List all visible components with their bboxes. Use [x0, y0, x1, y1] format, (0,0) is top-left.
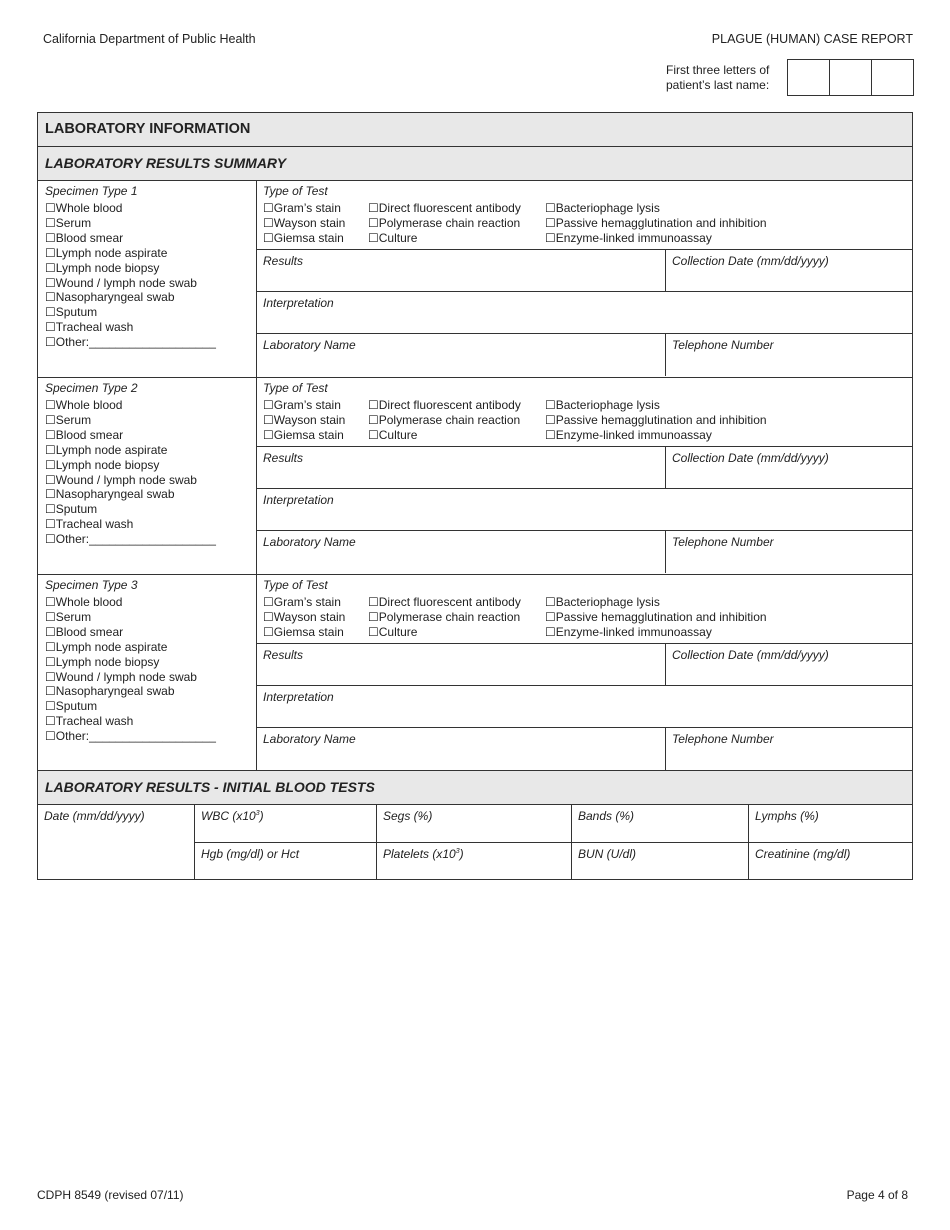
test-type-checkbox[interactable]: ☐Polymerase chain reaction — [368, 215, 521, 230]
wbc-exponent: 3 — [255, 810, 260, 817]
telephone-field[interactable] — [666, 334, 912, 376]
test-type-checkbox[interactable]: ☐Bacteriophage lysis — [545, 595, 660, 609]
results-field[interactable] — [257, 250, 666, 291]
specimen-option-checkbox[interactable]: ☐Lymph node aspirate — [45, 245, 168, 260]
interpretation-field[interactable] — [257, 489, 912, 531]
specimen-option-checkbox[interactable]: ☐Wound / lymph node swab — [45, 472, 197, 487]
test-type-checkbox[interactable]: ☐Direct fluorescent antibody — [368, 201, 521, 215]
test-type-checkbox[interactable]: ☐Passive hemagglutination and inhibition — [545, 412, 767, 427]
results-label: Results — [263, 451, 304, 465]
test-type-checkbox[interactable]: ☐Culture — [368, 230, 418, 245]
specimen-type-title: Specimen Type 2 — [45, 381, 138, 395]
bun-field[interactable] — [572, 843, 749, 880]
type-of-test-label: Type of Test — [263, 381, 328, 395]
specimen-block — [38, 575, 912, 771]
test-type-checkbox[interactable]: ☐Gram’s stain — [263, 398, 341, 412]
wbc-paren: ) — [259, 809, 264, 823]
blood-tests-title: LABORATORY RESULTS - INITIAL BLOOD TESTS — [38, 771, 912, 805]
telephone-field[interactable] — [666, 728, 912, 770]
specimen-block — [38, 378, 912, 575]
specimen-option-checkbox[interactable]: ☐Sputum — [45, 699, 98, 714]
form-title: PLAGUE (HUMAN) CASE REPORT — [711, 32, 913, 46]
specimen-details — [257, 378, 912, 574]
laboratory-name-field[interactable] — [257, 334, 666, 376]
platelets-label: Platelets (x10 — [383, 846, 456, 861]
test-type-checkbox[interactable]: ☐Direct fluorescent antibody — [368, 398, 521, 412]
specimen-option-checkbox[interactable]: ☐Wound / lymph node swab — [45, 275, 197, 290]
specimen-option-checkbox[interactable]: ☐Serum — [45, 412, 92, 427]
specimen-option-checkbox[interactable]: ☐Lymph node aspirate — [45, 442, 168, 457]
test-type-checkbox[interactable]: ☐Enzyme-linked immunoassay — [545, 230, 712, 245]
test-type-checkbox[interactable]: ☐Wayson stain — [263, 215, 346, 230]
specimen-option-checkbox[interactable]: ☐Nasopharyngeal swab — [45, 290, 175, 305]
test-type-column — [545, 201, 767, 246]
hgb-field[interactable] — [195, 843, 377, 880]
laboratory-name-label: Laboratory Name — [263, 732, 356, 746]
type-of-test-section — [257, 181, 912, 250]
initials-label-line1: First three letters of — [666, 63, 770, 77]
wbc-label: WBC (x10 — [201, 809, 256, 823]
bands-field[interactable] — [572, 805, 749, 842]
bun-label: BUN (U/dl) — [578, 846, 637, 861]
test-type-column — [263, 201, 368, 246]
test-type-column — [545, 398, 767, 443]
specimen-details — [257, 181, 912, 377]
test-type-checkbox[interactable]: ☐Bacteriophage lysis — [545, 201, 660, 215]
collection-date-field[interactable] — [666, 447, 912, 488]
test-type-checkbox[interactable]: ☐Wayson stain — [263, 609, 346, 624]
initial-letter-3-field[interactable] — [871, 59, 914, 96]
results-field[interactable] — [257, 644, 666, 685]
laboratory-information-table — [37, 112, 913, 880]
test-type-checkbox[interactable]: ☐Enzyme-linked immunoassay — [545, 427, 712, 442]
laboratory-name-label: Laboratory Name — [263, 535, 356, 549]
interpretation-label: Interpretation — [263, 296, 334, 310]
results-field[interactable] — [257, 447, 666, 488]
test-type-column — [263, 595, 368, 640]
test-type-checkbox[interactable]: ☐Direct fluorescent antibody — [368, 595, 521, 609]
interpretation-label: Interpretation — [263, 493, 334, 507]
test-type-column — [368, 201, 545, 246]
specimen-type-list — [38, 378, 257, 574]
test-type-checkbox[interactable]: ☐Giemsa stain — [263, 624, 344, 639]
specimen-option-checkbox[interactable]: ☐Tracheal wash — [45, 320, 134, 335]
segs-field[interactable] — [377, 805, 572, 842]
lymphs-field[interactable] — [749, 805, 912, 842]
interpretation-field[interactable] — [257, 292, 912, 334]
specimen-block — [38, 181, 912, 378]
specimen-option-checkbox[interactable]: ☐Lymph node biopsy — [45, 260, 160, 275]
specimen-option-checkbox[interactable]: ☐Blood smear — [45, 624, 124, 639]
specimen-option-checkbox[interactable]: ☐Tracheal wash — [45, 517, 134, 532]
specimen-option-checkbox[interactable]: ☐Serum — [45, 215, 92, 230]
laboratory-name-field[interactable] — [257, 531, 666, 573]
creatinine-label: Creatinine (mg/dl) — [755, 846, 851, 861]
specimen-option-checkbox[interactable]: ☐Lymph node biopsy — [45, 654, 160, 669]
test-type-checkbox[interactable]: ☐Passive hemagglutination and inhibition — [545, 215, 767, 230]
specimen-option-checkbox[interactable]: ☐Serum — [45, 609, 92, 624]
test-type-checkbox[interactable]: ☐Passive hemagglutination and inhibition — [545, 609, 767, 624]
test-type-checkbox[interactable]: ☐Gram’s stain — [263, 595, 341, 609]
collection-date-label: Collection Date (mm/dd/yyyy) — [672, 648, 829, 662]
initials-label — [666, 63, 781, 93]
specimen-type-list — [38, 575, 257, 770]
summary-title: LABORATORY RESULTS SUMMARY — [38, 147, 912, 181]
test-type-checkbox[interactable]: ☐Culture — [368, 624, 418, 639]
specimen-type-title: Specimen Type 3 — [45, 578, 138, 592]
specimen-option-checkbox[interactable]: ☐Sputum — [45, 305, 98, 320]
hgb-label: Hgb (mg/dl) or Hct — [201, 846, 300, 861]
collection-date-label: Collection Date (mm/dd/yyyy) — [672, 254, 829, 268]
creatinine-field[interactable] — [749, 843, 912, 880]
type-of-test-section — [257, 378, 912, 447]
laboratory-name-label: Laboratory Name — [263, 338, 356, 352]
test-type-checkbox[interactable]: ☐Polymerase chain reaction — [368, 609, 521, 624]
platelets-paren: ) — [459, 846, 464, 861]
specimen-option-checkbox[interactable]: ☐Other:___________________ — [45, 335, 216, 350]
specimen-option-checkbox[interactable]: ☐Lymph node biopsy — [45, 457, 160, 472]
initials-label-line2: patient’s last name: — [666, 78, 770, 92]
collection-date-field[interactable] — [666, 250, 912, 291]
blood-tests-table — [38, 805, 912, 879]
results-label: Results — [263, 254, 304, 268]
specimen-details — [257, 575, 912, 770]
test-type-column — [263, 398, 368, 443]
wbc-field[interactable] — [195, 805, 377, 842]
telephone-label: Telephone Number — [672, 535, 774, 549]
test-type-checkbox[interactable]: ☐Giemsa stain — [263, 427, 344, 442]
platelets-field[interactable] — [377, 843, 572, 880]
interpretation-label: Interpretation — [263, 690, 334, 704]
test-type-column — [368, 595, 545, 640]
test-type-checkbox[interactable]: ☐Enzyme-linked immunoassay — [545, 624, 712, 639]
initial-letter-2-field[interactable] — [829, 59, 872, 96]
type-of-test-label: Type of Test — [263, 184, 328, 198]
section-title: LABORATORY INFORMATION — [38, 113, 912, 147]
test-type-checkbox[interactable]: ☐Polymerase chain reaction — [368, 412, 521, 427]
telephone-label: Telephone Number — [672, 338, 774, 352]
specimen-type-title: Specimen Type 1 — [45, 184, 138, 198]
initial-letter-1-field[interactable] — [787, 59, 830, 96]
agency-name: California Department of Public Health — [43, 32, 256, 46]
blood-date-field[interactable] — [38, 805, 195, 879]
laboratory-name-field[interactable] — [257, 728, 666, 770]
test-type-column — [368, 398, 545, 443]
specimen-type-list — [38, 181, 257, 377]
lymphs-label: Lymphs (%) — [755, 809, 819, 823]
platelets-exponent: 3 — [455, 847, 460, 855]
page-number: Page 4 of 8 — [846, 1188, 908, 1202]
specimen-option-checkbox[interactable]: ☐Nasopharyngeal swab — [45, 487, 175, 502]
telephone-field[interactable] — [666, 531, 912, 573]
specimen-blocks — [38, 181, 912, 771]
initials-boxes — [787, 59, 914, 96]
specimen-option-checkbox[interactable]: ☐Blood smear — [45, 230, 124, 245]
specimen-option-checkbox[interactable]: ☐Whole blood — [45, 595, 123, 609]
specimen-option-checkbox[interactable]: ☐Whole blood — [45, 201, 123, 215]
specimen-option-checkbox[interactable]: ☐Other:___________________ — [45, 532, 216, 547]
test-type-column — [545, 595, 767, 640]
test-type-checkbox[interactable]: ☐Culture — [368, 427, 418, 442]
specimen-option-checkbox[interactable]: ☐Other:___________________ — [45, 729, 216, 744]
specimen-option-checkbox[interactable]: ☐Wound / lymph node swab — [45, 669, 197, 684]
specimen-option-checkbox[interactable]: ☐Sputum — [45, 502, 98, 517]
specimen-option-checkbox[interactable]: ☐Whole blood — [45, 398, 123, 412]
specimen-option-checkbox[interactable]: ☐Tracheal wash — [45, 714, 134, 729]
segs-label: Segs (%) — [383, 809, 433, 823]
type-of-test-section — [257, 575, 912, 644]
telephone-label: Telephone Number — [672, 732, 774, 746]
type-of-test-label: Type of Test — [263, 578, 328, 592]
test-type-checkbox[interactable]: ☐Giemsa stain — [263, 230, 344, 245]
collection-date-field[interactable] — [666, 644, 912, 685]
test-type-checkbox[interactable]: ☐Wayson stain — [263, 412, 346, 427]
collection-date-label: Collection Date (mm/dd/yyyy) — [672, 451, 829, 465]
interpretation-field[interactable] — [257, 686, 912, 728]
blood-date-label: Date (mm/dd/yyyy) — [44, 809, 145, 823]
specimen-option-checkbox[interactable]: ☐Blood smear — [45, 427, 124, 442]
bands-label: Bands (%) — [578, 809, 635, 823]
test-type-checkbox[interactable]: ☐Bacteriophage lysis — [545, 398, 660, 412]
results-label: Results — [263, 648, 304, 662]
form-number: CDPH 8549 (revised 07/11) — [37, 1188, 184, 1202]
specimen-option-checkbox[interactable]: ☐Lymph node aspirate — [45, 639, 168, 654]
test-type-checkbox[interactable]: ☐Gram’s stain — [263, 201, 341, 215]
specimen-option-checkbox[interactable]: ☐Nasopharyngeal swab — [45, 684, 175, 699]
